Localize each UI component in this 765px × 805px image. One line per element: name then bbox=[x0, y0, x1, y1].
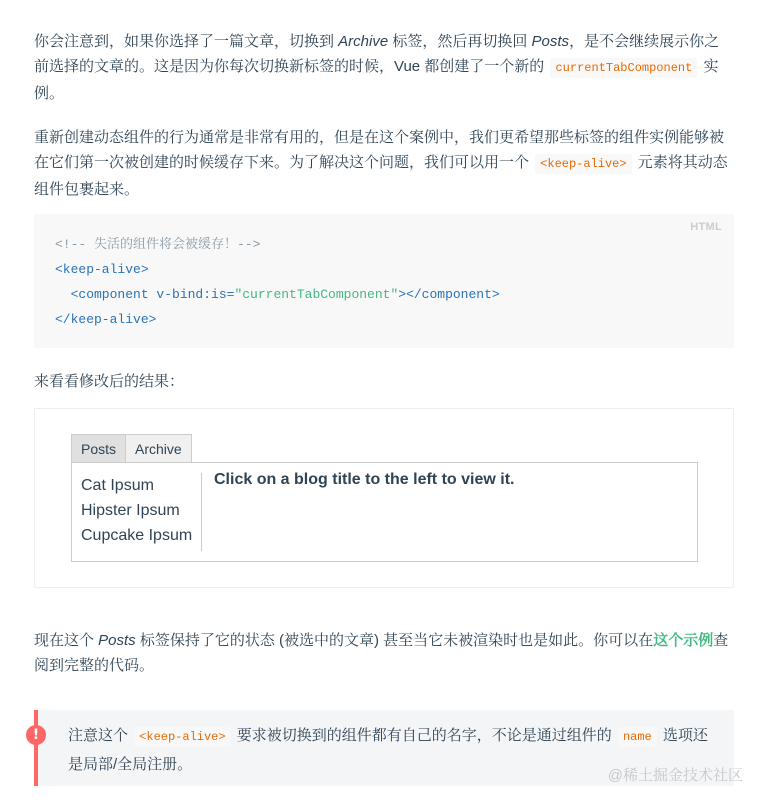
code-component-close: ></component> bbox=[398, 287, 500, 302]
code-component-open: <component v-bind:is= bbox=[55, 287, 235, 302]
posts-label: Posts bbox=[531, 33, 570, 50]
para4-text-2: 标签保持了它的状态 (被选中的文章) 甚至当它未被渲染时也是如此。你可以在 bbox=[135, 632, 654, 649]
inline-code-current-tab-component: currentTabComponent bbox=[550, 58, 697, 78]
tip-text-2: 要求被切换到的组件都有自己的名字，不论是通过组件的 bbox=[232, 727, 616, 744]
posts-label-2: Posts bbox=[98, 632, 136, 649]
tip-text-3: 选项还是局部/全局注册。 bbox=[68, 727, 708, 773]
para1-text-3: ，是不会继续展示你之前选择的文章的。这是因为你每次切换新标签的时候，Vue 都创建了一个新的 bbox=[34, 33, 720, 75]
exclamation-icon: ! bbox=[26, 725, 46, 745]
code-line-keep-alive-close: </keep-alive> bbox=[55, 312, 157, 327]
code-attr-value: "currentTabComponent" bbox=[234, 287, 399, 302]
watermark: @稀土掘金技术社区 bbox=[607, 767, 743, 784]
paragraph-tab-recreation bbox=[34, 29, 734, 106]
tab-panel bbox=[71, 462, 698, 562]
code-line-keep-alive-open: <keep-alive> bbox=[55, 262, 149, 277]
demo-tabs bbox=[71, 434, 191, 463]
para2-text-1: 重新创建动态组件的行为通常是非常有用的，但是在这个案例中，我们更希望那些标签的组件实例能够被在它们第一次被创建的时候缓存下来。为了解决这个问题，我们可以用一个 bbox=[34, 129, 725, 171]
post-list bbox=[81, 473, 202, 551]
tab-posts[interactable]: Posts bbox=[71, 434, 126, 463]
code-block bbox=[34, 214, 734, 348]
para4-text-3: 查阅到完整的代码。 bbox=[34, 632, 729, 674]
para2-text-2: 元素将其动态组件包裹起来。 bbox=[34, 154, 728, 198]
code-lines bbox=[55, 232, 500, 332]
paragraph-keep-alive-intro bbox=[34, 125, 734, 202]
post-item-cupcake-ipsum[interactable]: Cupcake Ipsum bbox=[81, 527, 193, 544]
post-hint: Click on a blog title to the left to view it. bbox=[214, 471, 515, 488]
para4-text-1: 现在这个 bbox=[34, 632, 99, 649]
para1-text-2: 标签，然后再切换回 bbox=[388, 33, 532, 50]
para1-text-1: 你会注意到，如果你选择了一篇文章，切换到 bbox=[34, 33, 339, 50]
post-item-hipster-ipsum[interactable]: Hipster Ipsum bbox=[81, 502, 180, 519]
demo-container bbox=[34, 408, 734, 588]
inline-code-keep-alive: <keep-alive> bbox=[535, 154, 631, 174]
post-item-cat-ipsum[interactable]: Cat Ipsum bbox=[81, 477, 154, 494]
tip-code-keep-alive: <keep-alive> bbox=[134, 727, 230, 747]
tab-archive[interactable]: Archive bbox=[125, 434, 192, 463]
para1-text-4: 实例。 bbox=[34, 58, 719, 102]
archive-label: Archive bbox=[338, 33, 389, 50]
example-link[interactable]: 这个示例 bbox=[653, 632, 714, 649]
code-line-comment: <!-- 失活的组件将会被缓存！--> bbox=[55, 237, 261, 252]
tip-code-name: name bbox=[618, 727, 657, 747]
code-line-component bbox=[55, 282, 500, 307]
paragraph-see-result: 来看看修改后的结果： bbox=[34, 373, 185, 390]
code-language-label: HTML bbox=[690, 221, 722, 233]
paragraph-state-kept bbox=[34, 628, 734, 678]
tip-text-1: 注意这个 bbox=[68, 727, 133, 744]
